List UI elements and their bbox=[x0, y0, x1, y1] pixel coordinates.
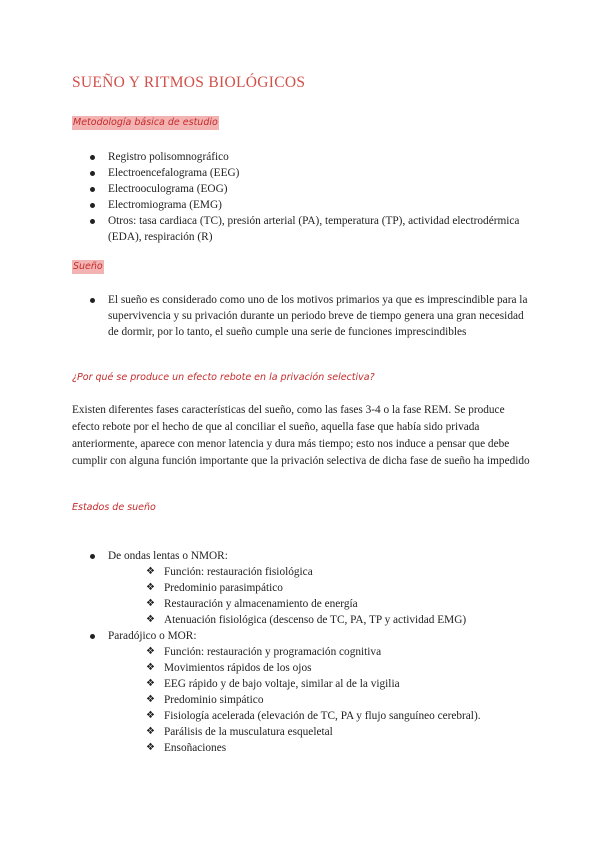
diamond-bullet-icon: ❖ bbox=[146, 710, 155, 721]
sublist-item: ❖ Restauración y almacenamiento de energía bbox=[146, 598, 358, 610]
sueno-list bbox=[88, 292, 528, 340]
sublist-item: ❖ Predominio simpático bbox=[146, 694, 264, 706]
section-heading-rebote: ¿Por qué se produce un efecto rebote en la privación selectiva? bbox=[72, 372, 375, 383]
bullet-icon bbox=[90, 554, 95, 559]
bullet-icon bbox=[90, 171, 95, 176]
sublist-item: ❖ EEG rápido y de bajo voltaje, similar al de la vigilia bbox=[146, 678, 400, 690]
sublist-item: ❖ Ensoñaciones bbox=[146, 742, 227, 754]
bullet-icon bbox=[90, 219, 95, 224]
sublist-item: ❖ Predominio parasimpático bbox=[146, 582, 283, 594]
diamond-bullet-icon: ❖ bbox=[146, 678, 155, 689]
nmor-sublist bbox=[142, 564, 538, 628]
list-item: De ondas lentas o NMOR: ❖ Función: restauración fisiológica ❖ Predominio parasimpático ❖ Restauración y almacenamiento de energía ❖ Atenuación fisiológica (descenso de TC, PA, TP y actividad EMG) bbox=[88, 548, 538, 628]
diamond-bullet-icon: ❖ bbox=[146, 662, 155, 673]
bullet-icon bbox=[90, 187, 95, 192]
sublist-item: ❖ Fisiología acelerada (elevación de TC, PA y flujo sanguíneo cerebral). bbox=[146, 710, 481, 722]
diamond-bullet-icon: ❖ bbox=[146, 726, 155, 737]
diamond-bullet-icon: ❖ bbox=[146, 742, 155, 753]
rebote-paragraph: Existen diferentes fases características del sueño, como las fases 3-4 o la fase REM. Se produce efecto rebote por el hecho de que al conciliar el sueño, aquella fase que había sido privada anteriormente, aparece con menor latencia y dura más tiempo; esto nos induce a pensar que debe cumplir con alguna función importante que la privación selectiva de dicha fase de sueño ha impedido bbox=[72, 404, 530, 467]
list-item: Otros: tasa cardiaca (TC), presión arterial (PA), temperatura (TP), actividad electrodérmica (EDA), respiración (R) bbox=[88, 213, 528, 245]
list-item: Electrooculograma (EOG) bbox=[88, 181, 528, 197]
sublist-item: ❖ Función: restauración y programación cognitiva bbox=[146, 646, 382, 658]
sublist-item: ❖ Movimientos rápidos de los ojos bbox=[146, 662, 312, 674]
metodologia-list bbox=[88, 149, 528, 245]
section-heading-metodologia: Metodología básica de estudio bbox=[73, 117, 218, 128]
sublist-item: ❖ Parálisis de la musculatura esqueletal bbox=[146, 726, 333, 738]
bullet-icon bbox=[90, 298, 95, 303]
diamond-bullet-icon: ❖ bbox=[146, 694, 155, 705]
list-item: Paradójico o MOR: ❖ Función: restauración y programación cognitiva ❖ Movimientos rápidos de los ojos ❖ EEG rápido y de bajo voltaje, similar al de la vigilia ❖ Predominio simpático ❖ Fisiología acelerada (elevación de TC, PA y flujo sanguíneo cerebral). ❖ Parálisis de la musculatura esqueletal ❖ Ensoñaciones bbox=[88, 628, 538, 756]
diamond-bullet-icon: ❖ bbox=[146, 614, 155, 625]
mor-sublist bbox=[142, 644, 538, 756]
list-item: Registro polisomnográfico bbox=[88, 149, 528, 165]
section-heading-sueno: Sueño bbox=[73, 261, 103, 272]
page-title: SUEÑO Y RITMOS BIOLÓGICOS bbox=[72, 74, 306, 91]
list-item: Electroencefalograma (EEG) bbox=[88, 165, 528, 181]
list-item: Electromiograma (EMG) bbox=[88, 197, 528, 213]
bullet-icon bbox=[90, 634, 95, 639]
list-item: El sueño es considerado como uno de los motivos primarios ya que es imprescindible para la supervivencia y su privación durante un periodo breve de tiempo genera una gran necesidad de dormir, por lo tanto, el sueño cumple una serie de funciones imprescindibles bbox=[88, 292, 528, 340]
estados-list bbox=[88, 548, 538, 756]
sublist-item: ❖ Atenuación fisiológica (descenso de TC, PA, TP y actividad EMG) bbox=[146, 614, 467, 626]
sublist-item: ❖ Función: restauración fisiológica bbox=[146, 566, 313, 578]
diamond-bullet-icon: ❖ bbox=[146, 582, 155, 593]
diamond-bullet-icon: ❖ bbox=[146, 598, 155, 609]
diamond-bullet-icon: ❖ bbox=[146, 566, 155, 577]
bullet-icon bbox=[90, 203, 95, 208]
bullet-icon bbox=[90, 155, 95, 160]
section-heading-estados: Estados de sueño bbox=[72, 502, 156, 513]
diamond-bullet-icon: ❖ bbox=[146, 646, 155, 657]
